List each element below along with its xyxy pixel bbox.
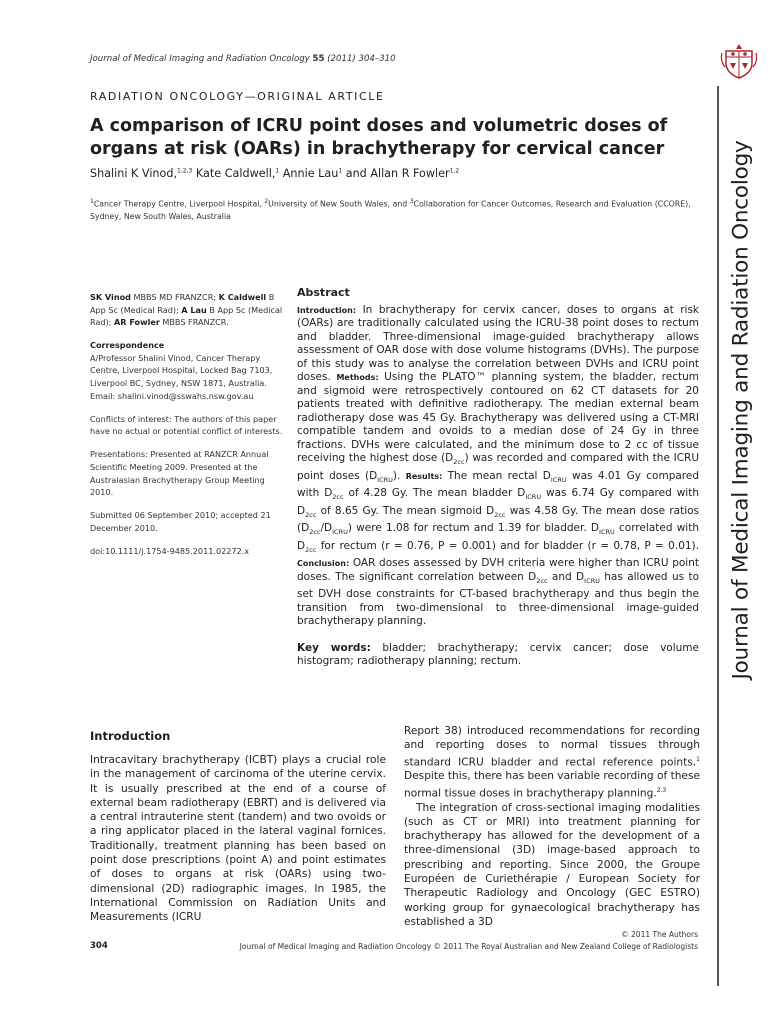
credential-degree: B App Sc (Medical Rad);	[90, 304, 283, 328]
credential-name: K Caldwell	[218, 292, 267, 302]
author-name: Annie Lau	[279, 167, 339, 180]
author-affil-sup: 1,2,3	[177, 167, 193, 175]
subscript: ICRU	[550, 475, 567, 484]
introduction-paragraph: Intracavitary brachytherapy (ICBT) plays a crucial role in the management of carcinoma of the uterine cervix. It is usually prescribed at the end of a course of external beam radiotherapy (EBRT) and is delivered via a central intrauterine stent (tandem) and two ovoids or a ring applicator placed in the lateral vaginal fornices. Traditionally, treatment planning has been based on point dose prescriptions (point A) and point estimates of doses to organs at risk (OARs) using two-dimensional (2D) radiographic images. In 1985, the International Commission on Radiation Units and Measurements (ICRU	[90, 754, 386, 924]
subscript: 2cc	[332, 493, 344, 502]
affil-sup: 2	[264, 198, 269, 205]
subscript: ICRU	[599, 528, 615, 537]
author-affil-sup: 1	[275, 167, 280, 175]
abstract	[297, 286, 699, 669]
affil-text: University of New South Wales, and	[268, 199, 410, 209]
subscript: ICRU	[332, 528, 348, 537]
introduction-paragraph	[404, 724, 700, 801]
abstract-intro-text: In brachytherapy for cervix cancer, doses to organs at risk (OARs) are traditionally calculated using the ICRU-38 point doses to rectum and bladder. Three-dimensional image-guided brachytherapy allows assessment of OAR dose with dose volume histograms (DVHs). The purpose of this study was to analyse the correlation between DVHs and ICRU point doses.	[297, 304, 699, 384]
credential-degree: B App Sc (Medical Rad);	[90, 292, 275, 315]
author-name: Shalini K Vinod,	[90, 167, 178, 180]
article-title: A comparison of ICRU point doses and volumetric doses of organs at risk (OARs) in brachytherapy for cervical cancer	[90, 116, 668, 159]
credential-name: SK Vinod	[90, 292, 131, 302]
subscript: 2cc	[305, 510, 317, 519]
subscript: ICRU	[584, 576, 600, 585]
abstract-conclusion-text: OAR doses assessed by DVH criteria were higher than ICRU point doses. The significant correlation between D	[297, 557, 699, 583]
abstract-body	[297, 304, 699, 629]
abstract-results-text: ) were 1.08 for rectum and 1.39 for bladder. D	[347, 522, 600, 535]
subscript: 2cc	[305, 545, 317, 554]
subscript: 2cc	[453, 458, 465, 467]
author-name: and Allan R Fowler	[342, 167, 450, 180]
credential-degree: MBBS FRANZCR.	[159, 317, 229, 328]
conflicts-of-interest: Conflicts of interest: The authors of this paper have no actual or potential conflict of interests.	[90, 413, 283, 437]
subscript: ICRU	[525, 493, 542, 502]
sidebar-journal-title-text: Journal of Medical Imaging and Radiation Oncology	[728, 140, 754, 680]
abstract-heading: Abstract	[297, 286, 350, 299]
affil-text: Cancer Therapy Centre, Liverpool Hospital,	[93, 199, 265, 209]
correspondence	[90, 339, 285, 402]
abstract-intro-label: Introduction:	[297, 306, 357, 315]
abstract-results-text: The mean rectal D	[442, 469, 551, 482]
abstract-results-text: was 4.58 Gy. The mean dose ratios (D	[297, 504, 700, 535]
reference-sup: 2,3	[656, 786, 667, 794]
author-name: Kate Caldwell,	[192, 167, 276, 180]
paragraph-text: Report 38) introduced recommendations for recording and reporting doses to normal tissues through standard ICRU bladder and rectal reference points.	[404, 725, 700, 769]
paragraph-text: Despite this, there has been variable recording of these normal tissue doses in brachytherapy planning.	[404, 770, 700, 800]
author-affil-sup: 1	[338, 167, 343, 175]
correspondence-line: A/Professor Shalini Vinod, Cancer Therapy	[90, 352, 261, 363]
presentations-note: Presentations: Presented at RANZCR Annual Scientific Meeting 2009. Presented at the Australasian Brachytherapy Group Meeting 2010.	[90, 449, 269, 498]
footer-copyright: © 2011 The Authors	[621, 930, 698, 939]
subscript: 2cc	[494, 510, 506, 519]
abstract-methods-text: Using the PLATO™ planning system, the bladder, rectum and sigmoid were retrospectively contoured on 62 CT datasets for 20 patients treated with definitive radiotherapy. The median external beam radiotherapy dose was 45 Gy. Brachytherapy was delivered using a CT-MRI compatible tandem and ovoids to a median dose of 24 Gy in three fractions. DVHs were calculated, and the minimum dose to 2 cc of tissue receiving the highest dose (D	[297, 371, 699, 464]
reference-sup: 1	[696, 755, 700, 763]
credential-degree: MBBS MD FRANZCR;	[130, 292, 219, 302]
journal-year-pages: (2011) 304–310	[327, 54, 396, 64]
subscript: ICRU	[377, 475, 393, 484]
author-credentials	[90, 291, 285, 329]
abstract-results-text: for rectum (r = 0.76, P = 0.001) and for bladder (r = 0.78, P = 0.01).	[316, 539, 699, 552]
correspondence-line: Liverpool BC, Sydney, NSW 1871, Australia.	[90, 378, 267, 389]
abstract-conclusion-label: Conclusion:	[297, 559, 350, 569]
abstract-methods-text: ).	[392, 469, 401, 482]
introduction-heading: Introduction	[90, 729, 171, 743]
journal-citation	[90, 54, 396, 64]
affiliations	[90, 196, 700, 223]
credential-name: AR Fowler	[114, 317, 160, 328]
author-affil-sup: 1,2	[449, 167, 460, 175]
doi: doi:10.1111/j.1754-9485.2011.02272.x	[90, 546, 250, 556]
keywords-label: Key words:	[297, 641, 371, 654]
abstract-conclusion-text: and D	[547, 570, 585, 583]
journal-volume: 55	[312, 54, 325, 64]
abstract-conclusion-text: has allowed us to set DVH dose constraints for CT-based brachytherapy and thus begin the transition from two-dimensional to three-dimensional image-guided brachytherapy planning.	[297, 570, 700, 628]
author-info-column	[90, 291, 285, 568]
article-section-label: RADIATION ONCOLOGY—ORIGINAL ARTICLE	[90, 90, 385, 103]
abstract-results-text: of 8.65 Gy. The mean sigmoid D	[316, 504, 495, 517]
abstract-results-label: Results:	[405, 471, 443, 481]
keywords-text: bladder; brachytherapy; cervix cancer; dose volume histogram; radiotherapy planning; rectum.	[297, 641, 699, 668]
affil-sup: 3	[409, 198, 414, 205]
affil-text: Collaboration for Cancer Outcomes, Research and Evaluation (CCORE), Sydney, New South Wales, Australia	[90, 199, 691, 221]
subscript: 2cc	[536, 576, 548, 585]
correspondence-heading: Correspondence	[90, 340, 165, 351]
author-list	[90, 167, 459, 180]
page-number: 304	[90, 941, 108, 951]
abstract-results-text: correlated with D	[297, 522, 699, 552]
introduction-column-1	[90, 753, 386, 925]
introduction-column-2	[404, 724, 700, 929]
college-crest-icon	[719, 41, 759, 81]
abstract-results-text: was 4.01 Gy compared with D	[297, 469, 700, 500]
introduction-paragraph: The integration of cross-sectional imaging modalities (such as CT or MRI) into treatment planning for brachytherapy has allowed for the development of a three-dimensional (3D) image-based approach to prescribing and reporting. Since 2000, the Groupe Européen de Curiethérapie / European Society for Therapeutic Radiology and Oncology (GEC ESTRO) working group for gynaecological brachytherapy has established a 3D	[404, 801, 700, 928]
submission-dates: Submitted 06 September 2010; accepted 21 December 2010.	[90, 510, 271, 533]
footer-journal-line: Journal of Medical Imaging and Radiation Oncology © 2011 The Royal Australian and New Zealand College of Radiologists	[239, 942, 698, 951]
credential-name: A Lau	[181, 304, 207, 315]
abstract-results-text: was 6.74 Gy compared with D	[297, 487, 699, 517]
subscript: 2cc	[309, 528, 321, 537]
abstract-results-text: of 4.28 Gy. The mean bladder D	[343, 487, 526, 500]
sidebar-rule	[717, 86, 719, 986]
keywords	[297, 642, 699, 669]
correspondence-line: Centre, Liverpool Hospital, Locked Bag 7103,	[90, 365, 273, 376]
correspondence-email: Email: shalini.vinod@sswahs.nsw.gov.au	[90, 390, 254, 401]
abstract-methods-label: Methods:	[336, 373, 379, 383]
abstract-results-text: /D	[320, 522, 333, 535]
journal-name: Journal of Medical Imaging and Radiation Oncology	[90, 54, 310, 64]
affil-sup: 1	[90, 198, 94, 205]
abstract-methods-text: ) was recorded and compared with the ICRU point doses (D	[297, 451, 700, 482]
